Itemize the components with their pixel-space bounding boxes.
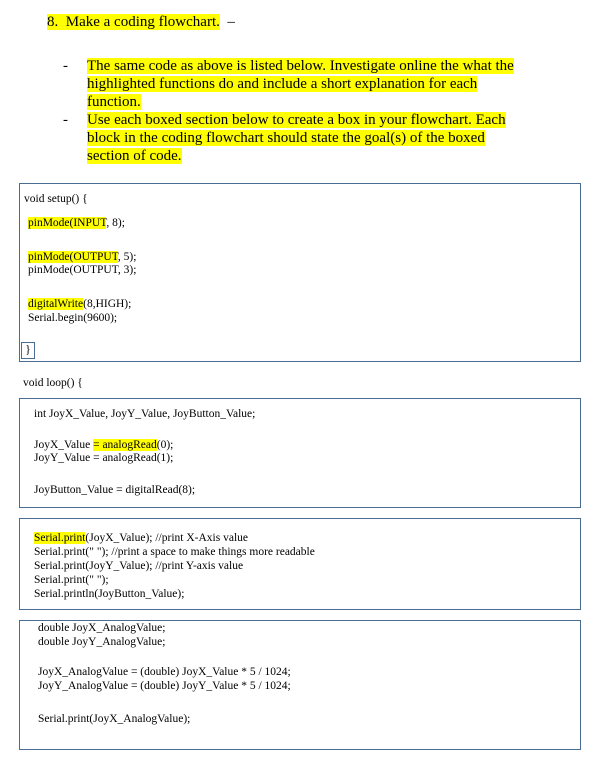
- instruction-line: highlighted functions do and include a short explanation for each: [87, 76, 478, 92]
- code-line: Serial.print(JoyY_Value); //print Y-axis value: [34, 560, 244, 572]
- code-line: double JoyY_AnalogValue;: [38, 636, 166, 648]
- code-line: pinMode(OUTPUT, 3);: [28, 264, 137, 276]
- setup-header: void setup() {: [24, 193, 88, 205]
- highlighted-function: digitalWrite: [28, 298, 84, 310]
- highlighted-function: pinMode(OUTPUT: [28, 251, 118, 263]
- loop-read-box: [19, 398, 581, 508]
- highlighted-function: Serial.print: [34, 532, 86, 544]
- code-line: pinMode(OUTPUT, 5);: [28, 251, 137, 263]
- setup-closing-brace: }: [21, 342, 35, 359]
- code-line: pinMode(INPUT, 8);: [28, 217, 125, 229]
- instruction-item-research: [63, 57, 553, 111]
- code-line: JoyY_AnalogValue = (double) JoyY_Value * 5 / 1024;: [38, 680, 291, 692]
- instruction-list: [63, 57, 553, 165]
- highlighted-function: pinMode(INPUT: [28, 217, 107, 229]
- question-title: Make a coding flowchart.: [65, 14, 220, 30]
- code-line: JoyButton_Value = digitalRead(8);: [34, 484, 196, 496]
- instruction-line: The same code as above is listed below. Investigate online the what the: [87, 58, 514, 74]
- question-number: 8.: [47, 14, 59, 30]
- loop-header: void loop() {: [23, 377, 83, 389]
- code-line: digitalWrite(8,HIGH);: [28, 298, 132, 310]
- setup-code-box: [19, 183, 581, 362]
- instruction-line: section of code.: [87, 148, 182, 164]
- code-line: Serial.print(JoyX_Value); //print X-Axis value: [34, 532, 248, 544]
- code-line: JoyX_AnalogValue = (double) JoyX_Value * 5 / 1024;: [38, 666, 291, 678]
- highlighted-function: = analogRead: [93, 439, 157, 451]
- question-heading: [47, 13, 235, 31]
- code-line: Serial.print(" ");: [34, 574, 109, 586]
- instruction-line: block in the coding flowchart should state the goal(s) of the boxed: [87, 130, 485, 146]
- question-dash: –: [227, 14, 235, 30]
- code-line: int JoyX_Value, JoyY_Value, JoyButton_Value;: [34, 408, 256, 420]
- code-line: Serial.begin(9600);: [28, 312, 118, 324]
- code-line: JoyX_Value = analogRead(0);: [34, 439, 174, 451]
- loop-analog-box: [19, 620, 581, 750]
- code-line: Serial.print(" "); //print a space to make things more readable: [34, 546, 315, 558]
- bullet-dash: -: [63, 112, 68, 128]
- loop-print-box: [19, 518, 581, 610]
- instruction-item-flowchart: [63, 111, 553, 165]
- code-line: double JoyX_AnalogValue;: [38, 622, 166, 634]
- instruction-line: function.: [87, 94, 141, 110]
- bullet-dash: -: [63, 58, 68, 74]
- code-line: Serial.print(JoyX_AnalogValue);: [38, 713, 191, 725]
- code-line: Serial.println(JoyButton_Value);: [34, 588, 185, 600]
- code-line: JoyY_Value = analogRead(1);: [34, 452, 174, 464]
- instruction-line: Use each boxed section below to create a box in your flowchart. Each: [87, 112, 506, 128]
